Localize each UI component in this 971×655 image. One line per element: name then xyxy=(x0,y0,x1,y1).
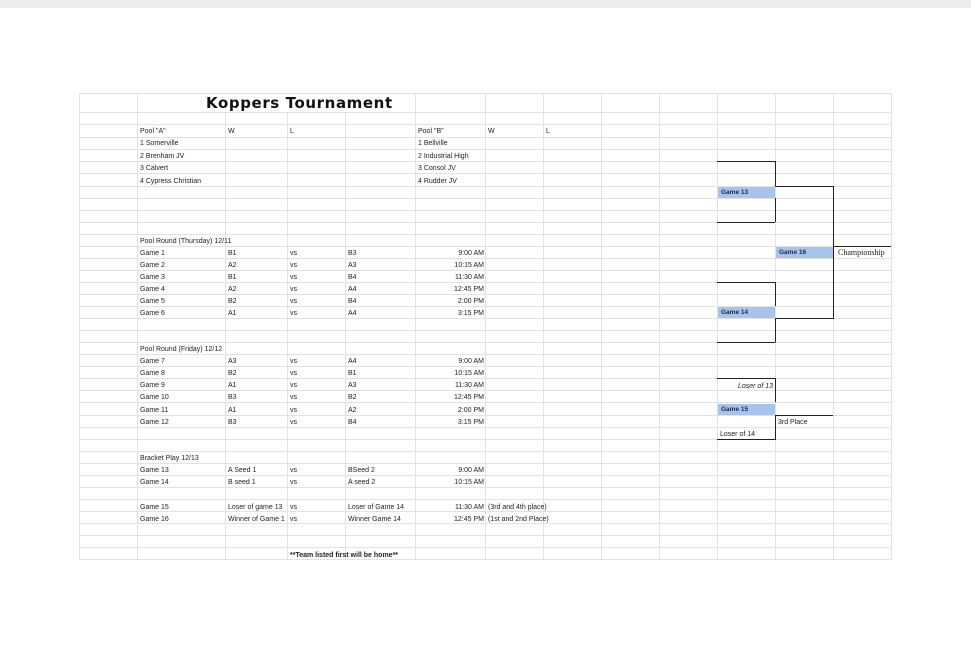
game-cell: Game 7 xyxy=(140,358,165,365)
pool-a-team: 3 Calvert xyxy=(140,165,169,172)
home-cell: A2 xyxy=(228,262,237,269)
bracket-play-header: Bracket Play 12/13 xyxy=(140,455,199,462)
vs-cell: vs xyxy=(290,407,297,414)
bracket-game-15: Game 15 xyxy=(718,404,775,415)
pool-a-team: 4 Cypress Christian xyxy=(140,178,202,185)
home-cell: B1 xyxy=(228,250,237,257)
home-cell: B2 xyxy=(228,370,237,377)
game-cell: Game 15 xyxy=(140,504,169,511)
away-cell: B1 xyxy=(348,370,357,377)
bracket-game-14: Game 14 xyxy=(718,307,775,318)
time-cell: 3:15 PM xyxy=(457,419,484,426)
away-cell: B3 xyxy=(348,250,357,257)
note-cell: (3rd and 4th place) xyxy=(488,504,547,511)
pool-b-header: Pool "B" xyxy=(418,128,444,135)
pool-b-team: 2 Industrial High xyxy=(418,153,469,160)
away-cell: B4 xyxy=(348,298,357,305)
third-place-label: 3rd Place xyxy=(778,419,808,426)
vs-cell: vs xyxy=(290,298,297,305)
bracket-line-13-top xyxy=(717,162,776,187)
away-cell: A3 xyxy=(348,262,357,269)
pool-a-l-header: L xyxy=(290,128,294,135)
away-cell: A2 xyxy=(348,407,357,414)
home-cell: A Seed 1 xyxy=(228,467,257,474)
time-cell: 10:15 AM xyxy=(454,370,484,377)
vs-cell: vs xyxy=(290,504,297,511)
home-cell: Winner of Game 1 xyxy=(228,516,285,523)
away-cell: B2 xyxy=(348,394,357,401)
time-cell: 9:00 AM xyxy=(458,358,484,365)
game-cell: Game 13 xyxy=(140,467,169,474)
game-cell: Game 4 xyxy=(140,286,165,293)
time-cell: 3:15 PM xyxy=(457,310,484,317)
vs-cell: vs xyxy=(290,358,297,365)
pool-a-team: 1 Somerville xyxy=(140,140,179,147)
away-cell: A3 xyxy=(348,382,357,389)
away-cell: A4 xyxy=(348,358,357,365)
loser-of-13-label: Loser of 13 xyxy=(737,383,773,390)
vs-cell: vs xyxy=(290,382,297,389)
page-title: Koppers Tournament xyxy=(206,94,393,112)
time-cell: 2:00 PM xyxy=(457,298,484,305)
game-cell: Game 2 xyxy=(140,262,165,269)
home-cell: A1 xyxy=(228,382,237,389)
vs-cell: vs xyxy=(290,274,297,281)
home-cell: Loser of game 13 xyxy=(228,504,283,511)
vs-cell: vs xyxy=(290,516,297,523)
pool-b-team: 3 Consol JV xyxy=(418,165,456,172)
note-cell: (1st and 2nd Place) xyxy=(488,516,549,523)
vs-cell: vs xyxy=(290,262,297,269)
friday-header: Pool Round (Friday) 12/12 xyxy=(140,346,223,353)
game-cell: Game 8 xyxy=(140,370,165,377)
game-cell: Game 14 xyxy=(140,479,169,486)
game-cell: Game 12 xyxy=(140,419,169,426)
away-cell: A4 xyxy=(348,286,357,293)
home-cell: A1 xyxy=(228,407,237,414)
away-cell: A seed 2 xyxy=(348,479,376,486)
game-cell: Game 11 xyxy=(140,407,169,414)
away-cell: B4 xyxy=(348,274,357,281)
bracket-game-13: Game 13 xyxy=(718,187,775,198)
game-cell: Game 5 xyxy=(140,298,165,305)
time-cell: 10:15 AM xyxy=(454,479,484,486)
pool-a-team: 2 Brenham JV xyxy=(140,153,185,160)
vs-cell: vs xyxy=(290,479,297,486)
time-cell: 11:30 AM xyxy=(454,382,484,389)
time-cell: 11:30 AM xyxy=(454,504,484,511)
time-cell: 2:00 PM xyxy=(457,407,484,414)
away-cell: B4 xyxy=(348,419,357,426)
game-cell: Game 10 xyxy=(140,394,169,401)
home-cell: A3 xyxy=(228,358,237,365)
away-cell: Winner Game 14 xyxy=(348,516,401,523)
game-cell: Game 1 xyxy=(140,250,165,257)
away-cell: A4 xyxy=(348,310,357,317)
bracket-line-14-top xyxy=(717,283,776,307)
pool-a-w-header: W xyxy=(228,128,235,135)
game-cell: Game 16 xyxy=(140,516,169,523)
pool-b-team: 1 Bellville xyxy=(418,140,448,147)
home-cell: B seed 1 xyxy=(228,479,256,486)
time-cell: 9:00 AM xyxy=(458,250,484,257)
loser-of-14-label: Loser of 14 xyxy=(720,431,756,438)
game-cell: Game 6 xyxy=(140,310,165,317)
home-cell: A2 xyxy=(228,286,237,293)
home-cell: B3 xyxy=(228,419,237,426)
championship-label: Championship xyxy=(838,248,885,257)
time-cell: 9:00 AM xyxy=(458,467,484,474)
pool-b-l-header: L xyxy=(546,128,550,135)
vs-cell: vs xyxy=(290,394,297,401)
vs-cell: vs xyxy=(290,310,297,317)
footnote: **Team listed first will be home** xyxy=(290,552,399,559)
time-cell: 12:45 PM xyxy=(454,286,484,293)
vs-cell: vs xyxy=(290,250,297,257)
vs-cell: vs xyxy=(290,286,297,293)
time-cell: 12:45 PM xyxy=(454,394,484,401)
vs-cell: vs xyxy=(290,370,297,377)
pool-b-w-header: W xyxy=(488,128,495,135)
pool-b-team: 4 Rudder JV xyxy=(418,178,457,185)
bracket-game-16: Game 16 xyxy=(776,247,833,258)
home-cell: A1 xyxy=(228,310,237,317)
time-cell: 10:15 AM xyxy=(454,262,484,269)
time-cell: 11:30 AM xyxy=(454,274,484,281)
time-cell: 12:45 PM xyxy=(454,516,484,523)
game-cell: Game 9 xyxy=(140,382,165,389)
home-cell: B3 xyxy=(228,394,237,401)
home-cell: B2 xyxy=(228,298,237,305)
home-cell: B1 xyxy=(228,274,237,281)
away-cell: BSeed 2 xyxy=(348,467,375,474)
thursday-header: Pool Round (Thursday) 12/11 xyxy=(140,238,232,245)
pool-a-header: Pool "A" xyxy=(140,128,166,135)
vs-cell: vs xyxy=(290,467,297,474)
game-cell: Game 3 xyxy=(140,274,165,281)
away-cell: Loser of Game 14 xyxy=(348,504,405,511)
vs-cell: vs xyxy=(290,419,297,426)
